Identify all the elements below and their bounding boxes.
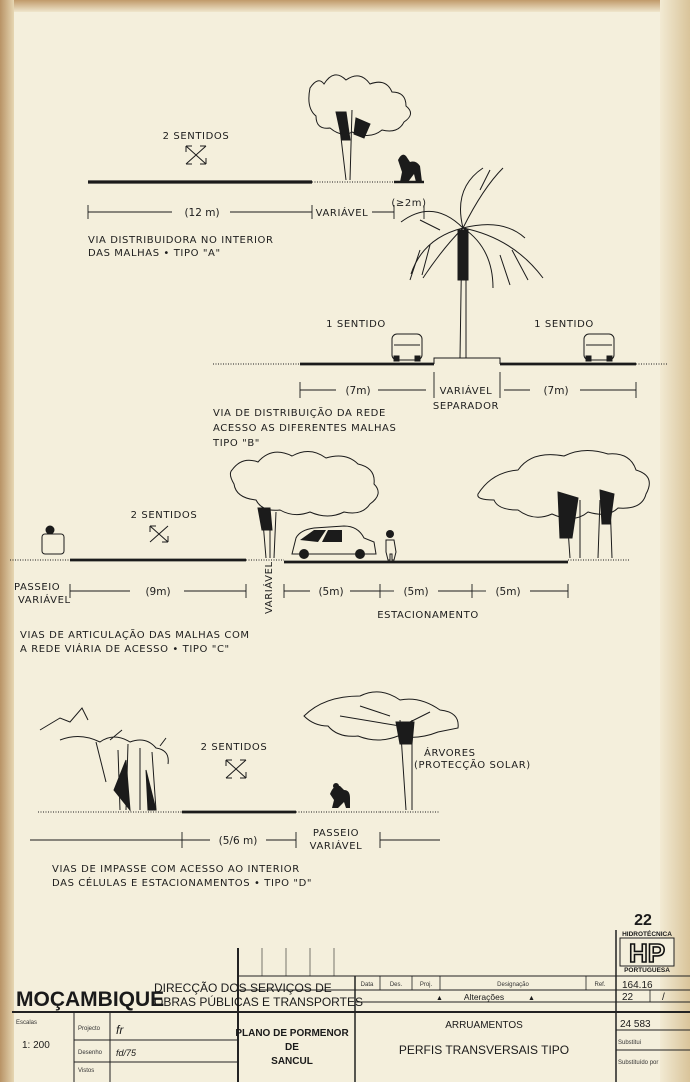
- profile-c-width-1: (5m): [318, 586, 344, 598]
- revision-header-project: Proj.: [419, 982, 433, 988]
- profile-c-verge-width: VARIÁVEL: [264, 561, 275, 614]
- arrow-left-icon: ▲: [436, 995, 443, 1002]
- reference-2-suffix: /: [662, 992, 665, 1003]
- plan-title-line-2: DE: [285, 1042, 299, 1053]
- profile-a-road-width: (12 m): [184, 207, 220, 219]
- desenho-value: fd/75: [116, 1048, 137, 1058]
- title-block: [12, 912, 690, 1082]
- profile-a-caption-line-2: DAS MALHAS • TIPO "A": [88, 248, 221, 259]
- profile-c-caption-line-2: A REDE VIÁRIA DE ACESSO • TIPO "C": [20, 644, 230, 655]
- profile-b-palm-tree: [401, 168, 543, 358]
- alteracoes-label: Alterações: [463, 992, 505, 1002]
- profile-a-tree: [309, 75, 411, 180]
- reference-2: 22: [622, 992, 634, 1003]
- profile-d-solar-protection: (PROTECÇÃO SOLAR): [414, 760, 531, 771]
- profile-b-car-right: [584, 334, 614, 361]
- projecto-label: Projecto: [78, 1026, 101, 1032]
- profile-c-road-width: (9m): [145, 586, 171, 598]
- profile-d-direction: 2 SENTIDOS: [200, 742, 268, 753]
- profile-b: [212, 168, 668, 449]
- profile-c-pedestrian-left: [42, 526, 64, 554]
- company-name-bottom: PORTUGUESA: [624, 967, 670, 974]
- profile-a-dimension-lines: [88, 205, 424, 219]
- profile-b-car-left: [392, 334, 422, 361]
- arrow-right-icon: ▲: [528, 995, 535, 1002]
- profile-c-width-2: (5m): [403, 586, 429, 598]
- plan-title-line-3: SANCUL: [271, 1056, 313, 1067]
- reference-3: 24 583: [620, 1019, 651, 1030]
- authority-line-1: DIRECÇÃO DOS SERVIÇOS DE: [154, 981, 332, 995]
- profile-a: [88, 75, 427, 259]
- sheet-number: 22: [634, 912, 652, 929]
- profile-b-left-width: (7m): [345, 385, 371, 397]
- company-logo: HP: [628, 938, 666, 968]
- vistos-label: Vistos: [78, 1068, 95, 1074]
- profile-d-caption-line-1: VIAS DE IMPASSE COM ACESSO AO INTERIOR: [52, 864, 300, 875]
- projecto-initials: fr: [116, 1023, 124, 1037]
- profile-a-caption-line-1: VIA DISTRIBUIDORA NO INTERIOR: [88, 235, 274, 246]
- profile-c-direction: 2 SENTIDOS: [130, 510, 198, 521]
- profile-b-caption-line-3: TIPO "B": [213, 438, 260, 449]
- profile-b-caption-line-1: VIA DE DISTRIBUIÇÃO DA REDE: [213, 408, 386, 419]
- substitui-label: Substitui: [618, 1040, 642, 1046]
- desenho-label: Desenho: [78, 1050, 103, 1056]
- plan-title-line-1: PLANO DE PORMENOR: [235, 1028, 349, 1039]
- subject-line-1: ARRUAMENTOS: [445, 1020, 523, 1031]
- revision-header-designation: Designação: [497, 982, 529, 988]
- revision-header-date: Data: [360, 982, 374, 988]
- scales-label: Escalas: [16, 1020, 38, 1026]
- profile-d-caption-line-2: DAS CÉLULAS E ESTACIONAMENTOS • TIPO "D": [52, 878, 313, 889]
- profile-c-sidewalk-variable: VARIÁVEL: [18, 595, 71, 606]
- profile-b-separator-label: SEPARADOR: [432, 401, 500, 412]
- company-name-top: HIDROTÉCNICA: [622, 931, 672, 938]
- profile-a-direction: 2 SENTIDOS: [162, 131, 230, 142]
- profile-b-right-width: (7m): [543, 385, 569, 397]
- profile-a-verge-width: VARIÁVEL: [315, 208, 369, 219]
- profile-a-pedestrian: [398, 155, 422, 182]
- profile-d-tree-left: [40, 708, 168, 810]
- profile-d-sidewalk-variable: VARIÁVEL: [309, 841, 363, 852]
- profile-d-road-width: (5/6 m): [218, 835, 258, 847]
- scale-value: 1: 200: [22, 1040, 50, 1051]
- authority-line-2: OBRAS PÚBLICAS E TRANSPORTES: [154, 995, 363, 1009]
- substituido-por-label: Substituído por: [618, 1060, 659, 1066]
- profile-a-sidewalk-width: (≥2m): [391, 198, 427, 209]
- reference-1: 164.16: [622, 980, 653, 991]
- profile-c-caption-line-1: VIAS DE ARTICULAÇÃO DAS MALHAS COM: [20, 630, 250, 641]
- profile-c-car: [292, 526, 376, 559]
- profile-b-direction-left: 1 SENTIDO: [326, 319, 386, 330]
- profile-c-tree-right: [478, 450, 650, 558]
- subject-line-2: PERFIS TRANSVERSAIS TIPO: [398, 1043, 570, 1057]
- country-name: MOÇAMBIQUE: [16, 988, 165, 1011]
- profile-d: [30, 692, 531, 889]
- profile-d-pedestrian: [330, 783, 350, 808]
- profile-b-caption-line-2: ACESSO AS DIFERENTES MALHAS: [213, 423, 397, 434]
- profile-c-arrows: [150, 526, 168, 542]
- profile-c-parking-label: ESTACIONAMENTO: [377, 610, 479, 621]
- profile-b-direction-right: 1 SENTIDO: [534, 319, 594, 330]
- revision-header-drawn: Des.: [389, 982, 403, 988]
- profile-c-width-3: (5m): [495, 586, 521, 598]
- profile-c-sidewalk-label: PASSEIO: [14, 582, 61, 593]
- profile-d-sidewalk-label: PASSEIO: [312, 828, 360, 839]
- revision-header-ref: Ref.: [594, 982, 606, 988]
- profile-c: [10, 450, 649, 655]
- profile-d-arrows: [226, 760, 246, 778]
- profile-b-middle-width: VARIÁVEL: [439, 386, 493, 397]
- profile-c-pedestrian: [386, 530, 396, 560]
- profile-a-arrows: [186, 146, 206, 164]
- profile-d-trees-label: ÁRVORES: [424, 748, 476, 759]
